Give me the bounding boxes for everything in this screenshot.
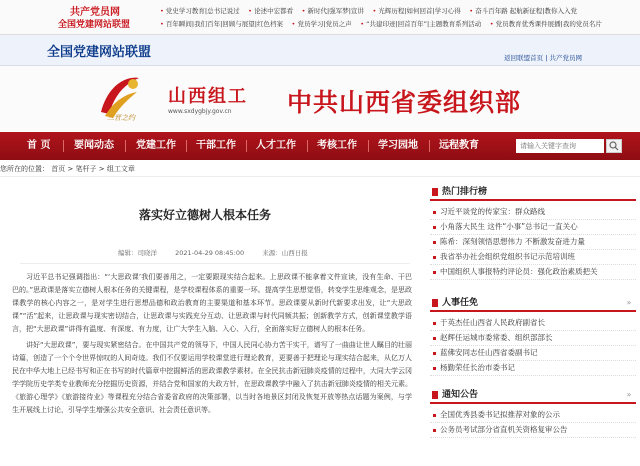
top-link[interactable]: • 新时代|强军梦|宣讲 — [302, 5, 364, 17]
list-item[interactable]: 陈希：深刻领悟思想伟力 不断激发奋进力量 — [430, 235, 636, 250]
nav-item-news[interactable]: 要闻动态 — [74, 140, 114, 151]
nav-item-remote-edu[interactable]: 远程教育 — [439, 140, 479, 151]
top-link[interactable]: • 党史学习教育|总书记说过 — [160, 5, 240, 17]
top-link[interactable]: • 奋斗百年路 起航新征程|教你入入党 — [469, 5, 577, 17]
more-icon[interactable]: » — [626, 298, 632, 307]
notices-box — [430, 388, 636, 438]
notices-list — [430, 408, 636, 438]
article-meta — [118, 248, 324, 257]
site-url: www.sxdygbjy.gov.cn — [168, 108, 232, 115]
list-item[interactable]: 公务员考试部分省直机关资格复审公告 — [430, 423, 636, 438]
hot-ranking-box — [430, 185, 636, 280]
top-links-row-1 — [160, 4, 638, 17]
list-item[interactable]: 习近平谈党的传家宝：群众路线 — [430, 205, 636, 220]
list-item[interactable]: 小角落大民生 这件“小事”总书记一直关心 — [430, 220, 636, 235]
article-source: 来源：山西日报 — [262, 249, 308, 257]
top-link[interactable]: • 论述中宏都看 — [248, 5, 293, 17]
nav-divider — [307, 140, 308, 152]
top-links — [160, 4, 638, 30]
nav-divider — [246, 140, 247, 152]
top-logo-en: 全国党建网站联盟 — [58, 20, 131, 30]
nav-item-talent[interactable]: 人才工作 — [256, 140, 296, 151]
search-button[interactable] — [606, 139, 622, 153]
nav-item-cadre[interactable]: 干部工作 — [196, 140, 236, 151]
search-icon — [607, 140, 621, 152]
gold-slogan: 三晋之约 — [107, 114, 135, 122]
hot-ranking-list — [430, 205, 636, 280]
nav-item-party[interactable]: 党建工作 — [136, 140, 176, 151]
top-link[interactable]: • 党员教育优秀课件展播|我的党员名片 — [490, 18, 602, 30]
nav-divider — [429, 140, 430, 152]
top-link[interactable]: • 党员学习|党员之声 — [292, 18, 352, 30]
nav-divider — [186, 140, 187, 152]
top-link[interactable]: • “共建印迹|回首百年”|主题教育系列活动 — [360, 18, 481, 30]
top-logo-cn: 共产党员网 — [70, 7, 120, 18]
article — [0, 178, 424, 466]
top-link[interactable]: • 光辉历程|如何回首|学习心得 — [372, 5, 460, 17]
list-item[interactable]: 于英杰任山西省人民政府副省长 — [430, 316, 636, 331]
more-icon[interactable]: » — [626, 390, 632, 399]
article-paragraph: 讲好“大思政课”，要与现实紧密结合。在中国共产党的领导下，中国人民同心协力苦干实干，谱写了一曲曲让世人瞩目的壮丽诗篇，创造了一个个令世界惊叹的人间奇迹。我们不仅要运用学校课堂进行理论教育，更要善于把理论与现实结合起来，从亿万人民在中华大地上已经书写和正在书写的时代篇章中挖掘鲜活的思政课教学素材。在全民抗击新冠肺炎疫情的过程中，大同大学云冈学学院历史学类专业教师充分挖掘历史资源，并结合党和国家的大政方针，在思政课教学中融入了抗击新冠肺炎疫情的相关元素。《旅游心理学》《旅游接待业》等课程充分结合省委省政府的决策部署，以当时各地景区封闭及恢复开放等热点话题为案例，与学生开展线上讨论，引导学生增强公共安全意识、社会责任意识等。 — [12, 341, 412, 414]
nav-divider — [63, 140, 64, 152]
nav-item-study[interactable]: 学习园地 — [378, 140, 418, 151]
article-paragraph: 习近平总书记强调指出：“‘大思政课’我们要善用之，一定要跟现实结合起来。上思政课不能拿着文件宣读，没有生命、干巴巴的。”思政课是落实立德树人根本任务的关键课程，是学校课程体系的重要一环。提高学生思想觉悟，转变学生思维观念，是思政课教学的核心内容之一，是对学生进行思想品德和政治教育的主要渠道和基本环节。思政课要从新时代新要求出发，让“大思政课”“活”起来，让思政课与现实密切结合，让思政课与实践充分互动、让思政课与时代同频共振；创新教学方式，创新课堂教学语言，把“大思政课”讲得有温度、有深度、有力度，让广大学生入脑、入心、入行，全面落实好立德树人的根本任务。 — [12, 273, 412, 333]
top-logo[interactable] — [58, 2, 140, 32]
alliance-title: 全国党建网站联盟 — [47, 45, 152, 60]
article-body — [12, 271, 412, 420]
hot-ranking-title: 热门排行榜 — [430, 185, 636, 201]
notices-title: 通知公告 — [430, 388, 636, 404]
article-title: 落实好立德树人根本任务 — [138, 208, 271, 222]
list-item[interactable]: 中国组织人事报特约评论员：强化政治素质把关 — [430, 265, 636, 280]
article-author: 编辑：司晓洋 — [118, 249, 157, 257]
appointments-list — [430, 316, 636, 376]
site-name: 山西组工 — [168, 86, 248, 107]
main-nav — [0, 132, 640, 160]
top-strip — [0, 0, 640, 35]
article-date: 2021-04-29 08:45:00 — [175, 249, 245, 257]
appointments-box — [430, 296, 636, 376]
org-title: 中共山西省委组织部 — [287, 88, 522, 117]
top-link[interactable]: • 百年瞬间|我们百年|回顾与展望|红色档案 — [160, 18, 283, 30]
list-item[interactable]: 赵辉任运城市委常委、组织部部长 — [430, 331, 636, 346]
site-header — [0, 66, 640, 131]
list-item[interactable]: 全国优秀县委书记拟推荐对象的公示 — [430, 408, 636, 423]
alliance-links[interactable]: 返回联盟首页 | 共产党员网 — [504, 54, 582, 62]
nav-divider — [125, 140, 126, 152]
list-item[interactable]: 杨勤荣任长治市委书记 — [430, 361, 636, 376]
article-divider — [20, 263, 410, 264]
breadcrumb — [0, 162, 640, 177]
list-item[interactable]: 蓝佛安同志任山西省委副书记 — [430, 346, 636, 361]
nav-item-assessment[interactable]: 考核工作 — [317, 140, 357, 151]
search-input[interactable] — [516, 139, 604, 153]
appointments-title: 人事任免 — [430, 296, 636, 312]
top-links-row-2 — [160, 17, 638, 30]
nav-item-home[interactable]: 首 页 — [27, 140, 51, 151]
list-item[interactable]: 我省举办社会组织党组织书记示范培训班 — [430, 250, 636, 265]
breadcrumb-text[interactable]: 您所在的位置： 首页 > 笔杆子 > 组工文章 — [0, 165, 135, 173]
alliance-banner — [0, 35, 640, 66]
sidebar — [430, 185, 636, 438]
nav-divider — [368, 140, 369, 152]
